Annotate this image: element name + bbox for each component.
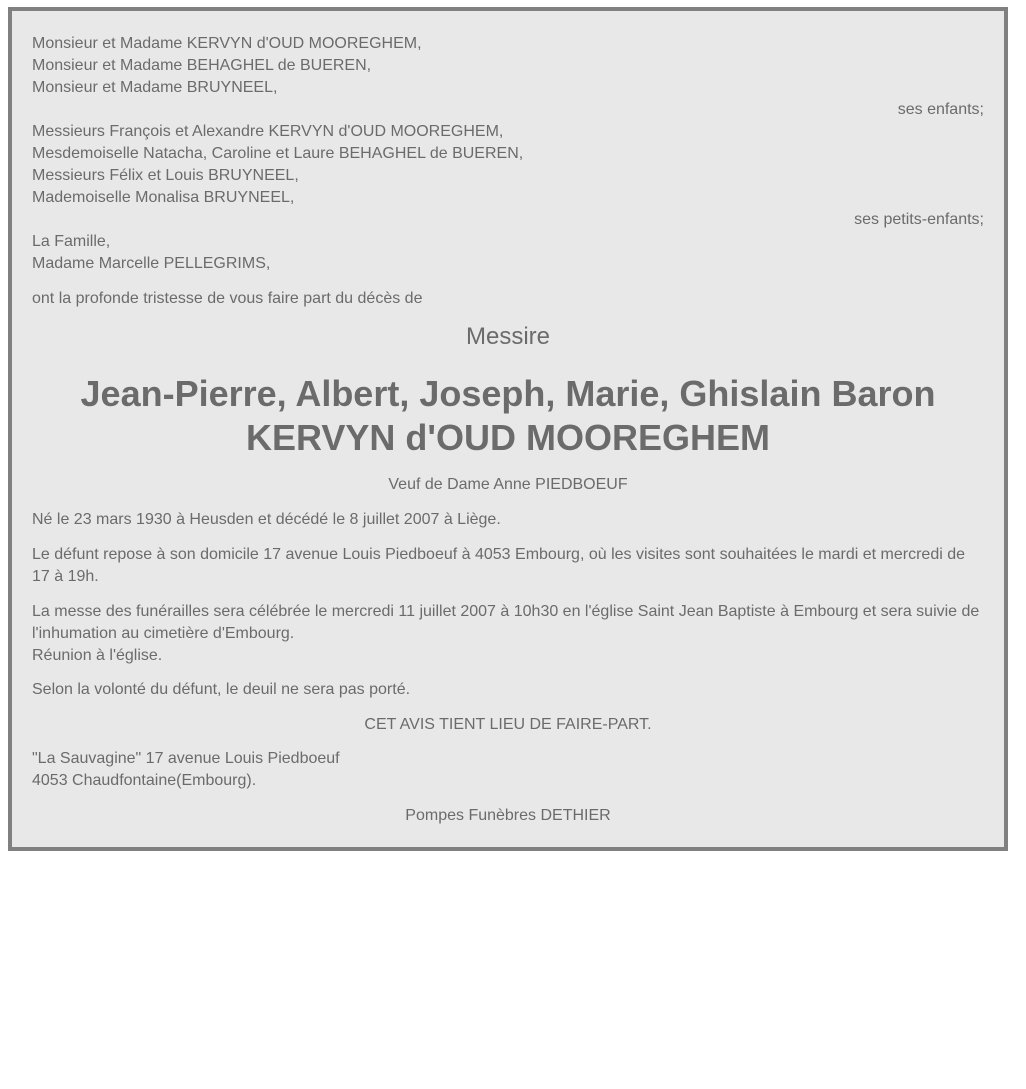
meeting-text: Réunion à l'église.: [32, 647, 163, 664]
deceased-name-line1: Jean-Pierre, Albert, Joseph, Marie, Ghislain Baron: [80, 373, 936, 414]
honorific-title: Messire: [465, 323, 550, 350]
grandchild-line: Messieurs François et Alexandre KERVYN d'OUD MOOREGHEM,: [32, 123, 504, 140]
child-line: Monsieur et Madame BEHAGHEL de BUEREN,: [32, 57, 372, 74]
notice-text: CET AVIS TIENT LIEU DE FAIRE-PART.: [364, 716, 652, 733]
address-block: [32, 748, 984, 792]
birth-death-text: Né le 23 mars 1930 à Heusden et décédé le 8 juillet 2007 à Liège.: [32, 511, 501, 528]
children-label: ses enfants;: [897, 101, 984, 118]
address-line2: 4053 Chaudfontaine(Embourg).: [32, 772, 257, 789]
grandchild-line: Mademoiselle Monalisa BRUYNEEL,: [32, 189, 295, 206]
funeral-mass-block: [32, 601, 984, 667]
deceased-name: [32, 372, 984, 460]
grandchild-line: Mesdemoiselle Natacha, Caroline et Laure BEHAGHEL de BUEREN,: [32, 145, 524, 162]
grandchildren-label: ses petits-enfants;: [854, 211, 984, 228]
child-line: Monsieur et Madame BRUYNEEL,: [32, 79, 278, 96]
mourning-text: Selon la volonté du défunt, le deuil ne sera pas porté.: [32, 681, 411, 698]
address-line1: "La Sauvagine" 17 avenue Louis Piedboeuf: [32, 750, 340, 767]
family-line: Madame Marcelle PELLEGRIMS,: [32, 255, 271, 272]
grandchild-line: Messieurs Félix et Louis BRUYNEEL,: [32, 167, 299, 184]
children-list: [32, 33, 984, 121]
obituary-content: [32, 33, 984, 827]
visitation-text: Le défunt repose à son domicile 17 avenue Louis Piedboeuf à 4053 Embourg, où les visites sont souhaitées le mardi et mercredi de 17 à 19h.: [32, 546, 966, 585]
funeral-home: Pompes Funèbres DETHIER: [405, 807, 611, 824]
funeral-mass-text: La messe des funérailles sera célébrée le mercredi 11 juillet 2007 à 10h30 en l'église Saint Jean Baptiste à Embourg et sera suivie de l'inhumation au cimetière d'Embourg.: [32, 603, 980, 642]
family-line: La Famille,: [32, 233, 111, 250]
grandchildren-list: [32, 121, 984, 231]
child-line: Monsieur et Madame KERVYN d'OUD MOOREGHEM,: [32, 35, 422, 52]
obituary-card: [8, 7, 1008, 851]
other-family-list: [32, 231, 984, 275]
announcement-text: ont la profonde tristesse de vous faire part du décès de: [32, 290, 423, 307]
deceased-name-line2: KERVYN d'OUD MOOREGHEM: [246, 417, 770, 458]
widower-of: Veuf de Dame Anne PIEDBOEUF: [388, 476, 628, 493]
